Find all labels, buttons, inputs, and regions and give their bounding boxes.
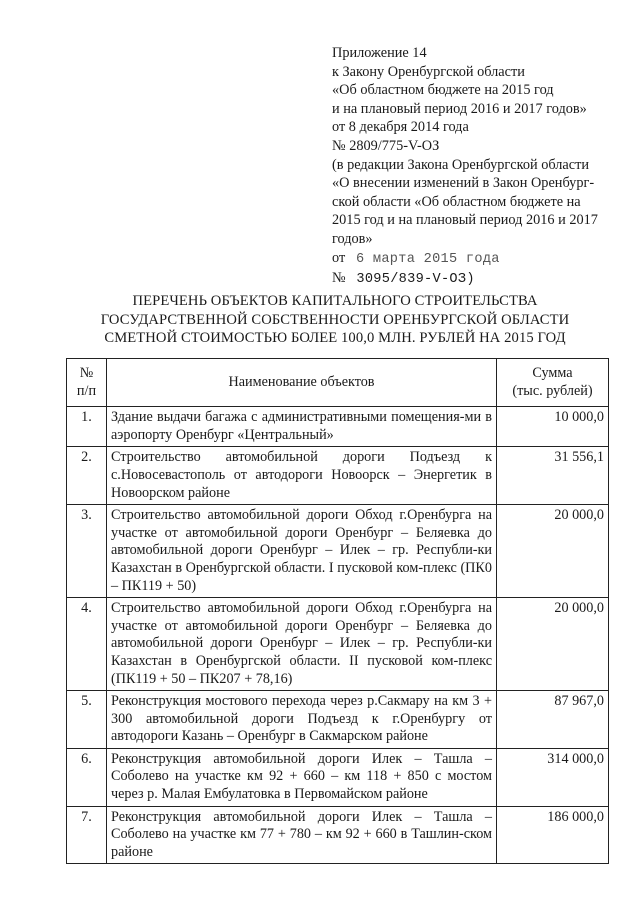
row-object-name: Реконструкция мостового перехода через р.Сакмару на км 3 + 300 автомобильной дороги Подъезд к г.Оренбургу от автодороги Казань – Оренбург в Сакмарском районе bbox=[107, 691, 497, 749]
row-number: 6. bbox=[67, 748, 107, 806]
table-row bbox=[67, 447, 609, 505]
amendment-ref-cont: «О внесении изменений в Закон Оренбург- bbox=[332, 175, 595, 192]
header-number-symbol: № bbox=[79, 365, 94, 381]
amendment-ref-cont: годов» bbox=[332, 230, 373, 247]
header-name: Наименование объектов bbox=[107, 359, 497, 407]
amendment-number-typed: 3095/839-V-ОЗ) bbox=[356, 272, 475, 288]
row-object-name: Строительство автомобильной дороги Обход г.Оренбурга на участке от автомобильной дороги Оренбург – Беляевка до автомобильной дороги Оренбург – Илек – гр. Республи-ки Казахстан в Оренбургской области. II пусковой ком-плекс (ПК119 + 50 – ПК207 + 78,16) bbox=[107, 598, 497, 691]
title-line: ГОСУДАРСТВЕННОЙ СОБСТВЕННОСТИ ОРЕНБУРГСКОЙ ОБЛАСТИ bbox=[100, 311, 570, 328]
amendment-number-line bbox=[332, 269, 622, 290]
amendment-ref-cont: 2015 год и на плановый период 2016 и 2017 bbox=[332, 212, 598, 229]
row-object-name: Здание выдачи багажа с административными помещения-ми в аэропорту Оренбург «Центральный» bbox=[107, 407, 497, 447]
header-sum-unit: (тыс. рублей) bbox=[512, 382, 593, 399]
table-row bbox=[67, 748, 609, 806]
row-sum: 314 000,0 bbox=[497, 748, 609, 806]
row-number: 5. bbox=[67, 691, 107, 749]
header-sum-label: Сумма bbox=[532, 365, 573, 381]
appendix-law-title: «Об областном бюджете на 2015 год bbox=[332, 82, 554, 99]
amendment-date-prefix: от bbox=[332, 249, 346, 266]
amendment-ref: (в редакции Закона Оренбургской области bbox=[332, 156, 590, 173]
row-sum: 87 967,0 bbox=[497, 691, 609, 749]
header-sum bbox=[497, 359, 609, 407]
title-line: СМЕТНОЙ СТОИМОСТЬЮ БОЛЕЕ 100,0 МЛН. РУБЛЕЙ НА 2015 ГОД bbox=[104, 330, 566, 346]
appendix-label: Приложение 14 bbox=[332, 45, 427, 61]
row-number: 4. bbox=[67, 598, 107, 691]
row-sum: 20 000,0 bbox=[497, 598, 609, 691]
table-header-row bbox=[67, 359, 609, 407]
row-number: 2. bbox=[67, 447, 107, 505]
table-row bbox=[67, 407, 609, 447]
appendix-law-title-cont: и на плановый период 2016 и 2017 годов» bbox=[332, 100, 587, 117]
table-row bbox=[67, 598, 609, 691]
row-object-name: Реконструкция автомобильной дороги Илек – Ташла – Соболево на участке км 92 + 660 – км 118 + 850 с мостом через р. Малая Ембулатовка в Первомайском районе bbox=[107, 748, 497, 806]
row-number: 3. bbox=[67, 505, 107, 598]
row-object-name: Реконструкция автомобильной дороги Илек – Ташла – Соболево на участке км 77 + 780 – км 92 + 660 в Ташлин-ском районе bbox=[107, 806, 497, 864]
table-row bbox=[67, 806, 609, 864]
header-number-label: п/п bbox=[76, 382, 97, 399]
row-sum: 31 556,1 bbox=[497, 447, 609, 505]
appendix-header bbox=[332, 44, 622, 290]
row-number: 1. bbox=[67, 407, 107, 447]
objects-table bbox=[66, 358, 609, 864]
appendix-law-ref: к Закону Оренбургской области bbox=[332, 63, 525, 80]
title-line: ПЕРЕЧЕНЬ ОБЪЕКТОВ КАПИТАЛЬНОГО СТРОИТЕЛЬСТВА bbox=[132, 293, 538, 309]
amendment-date-typed: 6 марта 2015 года bbox=[355, 251, 500, 267]
document-title bbox=[40, 292, 630, 348]
table-row bbox=[67, 505, 609, 598]
row-number: 7. bbox=[67, 806, 107, 864]
row-object-name: Строительство автомобильной дороги Подъезд к с.Новосевастополь от автодороги Новоорск – Энергетик в Новоорском районе bbox=[107, 447, 497, 505]
row-sum: 186 000,0 bbox=[497, 806, 609, 864]
table-row bbox=[67, 691, 609, 749]
row-sum: 20 000,0 bbox=[497, 505, 609, 598]
amendment-number-prefix: № bbox=[332, 270, 346, 287]
row-sum: 10 000,0 bbox=[497, 407, 609, 447]
header-number bbox=[67, 359, 107, 407]
row-object-name: Строительство автомобильной дороги Обход г.Оренбурга на участке от автомобильной дороги Оренбург – Беляевка до автомобильной дороги Оренбург – Илек – гр. Республи-ки Казахстан в Оренбургской области. I пусковой ком-плекс (ПК0 – ПК119 + 50) bbox=[107, 505, 497, 598]
appendix-law-date: от 8 декабря 2014 года bbox=[332, 119, 469, 136]
appendix-law-number: № 2809/775-V-ОЗ bbox=[332, 137, 440, 154]
amendment-date-line bbox=[332, 249, 622, 270]
amendment-ref-cont: ской области «Об областном бюджете на bbox=[332, 193, 581, 210]
